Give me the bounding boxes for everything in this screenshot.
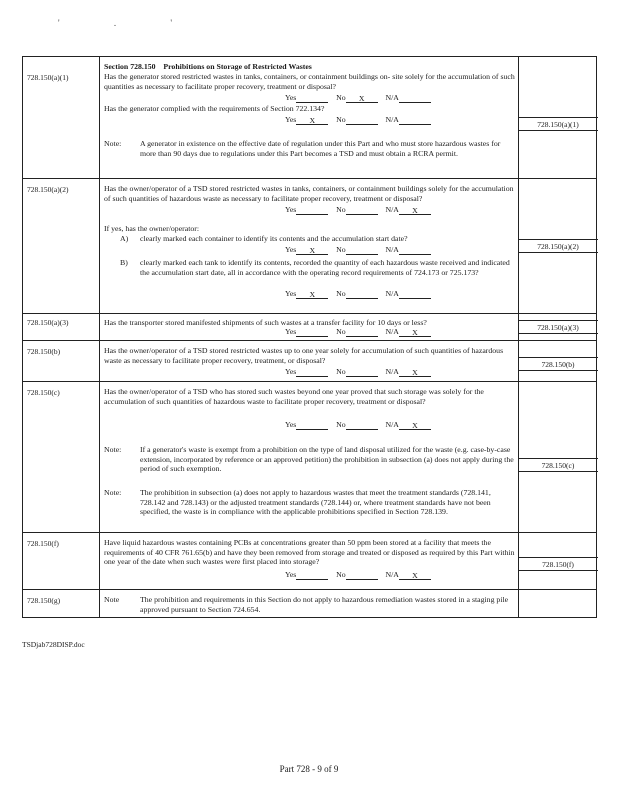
answer-line: Yes No N/A X [285, 205, 431, 215]
na-blank[interactable] [399, 290, 431, 299]
na-blank[interactable]: X [399, 206, 431, 215]
yes-blank[interactable] [296, 421, 328, 430]
citation-left: 728.150(a)(3) [27, 318, 69, 327]
no-blank[interactable] [346, 206, 378, 215]
item-text: clearly marked each tank to identify its contents, recorded the quantity of each hazardous waste received and indicated the accumulation start date, all in accordance with the operating record requirements of 724.173 or 725.173? [140, 258, 510, 277]
note-text: The prohibition and requirements in this Section do not apply to hazardous remediation wastes stored in a staging pile approved pursuant to Section 724.654. [140, 595, 509, 614]
question-text: Has the owner/operator of a TSD stored restricted wastes up to one year solely for accumulation of such quantities of hazardous waste as necessary to facilitate proper recovery, treatment, or disposal? [104, 346, 504, 365]
citation-right: 728.150(f) [518, 557, 598, 571]
citation-left: 728.150(g) [27, 596, 61, 605]
na-blank[interactable]: X [399, 368, 431, 377]
no-blank[interactable]: X [346, 94, 378, 103]
na-blank[interactable]: X [399, 421, 431, 430]
citation-right: 728.150(a)(2) [518, 239, 598, 253]
no-blank[interactable] [346, 368, 378, 377]
page-number: Part 728 - 9 of 9 [279, 764, 339, 774]
citation-left: 728.150(f) [27, 539, 59, 548]
no-blank[interactable] [346, 328, 378, 337]
question-text: Has the transporter stored manifested shipments of such wastes at a transfer facility for 10 days or less? [104, 318, 427, 327]
citation-right: 728.150(b) [518, 357, 598, 371]
citation-right: 728.150(a)(1) [518, 117, 598, 131]
footer-filename: TSDjab728DISP.doc [22, 640, 85, 649]
note-label: Note [104, 595, 120, 604]
citation-left: 728.150(c) [27, 388, 60, 397]
note-label: Note: [104, 445, 122, 454]
item-label: B) [120, 258, 128, 267]
checklist-table [22, 56, 597, 618]
yes-blank[interactable] [296, 368, 328, 377]
note-text: The prohibition in subsection (a) does not apply to hazardous wastes that meet the treatment standards (728.141, 728.142 and 728.143) or the adjusted treatment standards (728.144) or, where treatment standards have not been specified, the waste is in compliance with the applicable prohibitions specified in Section 728.139. [140, 488, 491, 516]
question-text: If yes, has the owner/operator: [104, 224, 200, 233]
answer-line: Yes X No N/A [285, 115, 431, 125]
yes-blank[interactable]: X [296, 290, 328, 299]
answer-line: Yes X No N/A [285, 245, 431, 255]
no-blank[interactable] [346, 571, 378, 580]
table-row [23, 533, 598, 589]
no-blank[interactable] [346, 116, 378, 125]
item-label: A) [120, 234, 129, 243]
na-blank[interactable] [399, 246, 431, 255]
table-row [23, 179, 598, 313]
note-text: If a generator's waste is exempt from a prohibition on the type of land disposal utilized for the waste (e.g. case-by-case extension, incorporated by reference or an approved petition) the prohibition in subsection (a) does not apply during the period of such exemption. [140, 445, 514, 473]
yes-blank[interactable] [296, 94, 328, 103]
yes-blank[interactable] [296, 206, 328, 215]
answer-line: Yes X No N/A [285, 289, 431, 299]
answer-line: Yes No N/A X [285, 327, 431, 337]
answer-line: Yes No N/A X [285, 420, 431, 430]
citation-left: 728.150(b) [27, 347, 61, 356]
section-number: Section 728.150 [104, 62, 156, 71]
question-text: Have liquid hazardous wastes containing PCBs at concentrations greater than 50 ppm been stored at a facility that meets the requirements of 40 CFR 761.65(b) and have they been removed from storage and treated or disposed as required by this Part within one year of the date when such wastes were first placed into storage? [104, 538, 515, 566]
answer-line: Yes No N/A X [285, 367, 431, 377]
answer-line: Yes No N/A X [285, 570, 431, 580]
section-title: Prohibitions on Storage of Restricted Wastes [163, 62, 312, 71]
question-text: Has the generator complied with the requirements of Section 722.134? [104, 104, 325, 113]
table-row [23, 57, 598, 178]
question-text: Has the owner/operator of a TSD who has stored such wastes beyond one year proved that such storage was solely for the accumulation of such quantities of hazardous waste to facilitate proper recovery, treatment or disposal? [104, 387, 484, 406]
yes-blank[interactable] [296, 571, 328, 580]
note-text: A generator in existence on the effective date of regulation under this Part and who must store hazardous wastes for more than 90 days due to regulations under this Part becomes a TSD and must obtain a RCRA permit. [140, 139, 501, 158]
table-row [23, 341, 598, 381]
table-row [23, 382, 598, 532]
no-blank[interactable] [346, 246, 378, 255]
answer-line: Yes No X N/A [285, 93, 431, 103]
yes-blank[interactable] [296, 328, 328, 337]
note-label: Note: [104, 139, 122, 148]
section-heading [104, 62, 516, 72]
no-blank[interactable] [346, 421, 378, 430]
na-blank[interactable]: X [399, 328, 431, 337]
top-marks: ' . ' [58, 18, 198, 28]
na-blank[interactable] [399, 94, 431, 103]
table-row [23, 314, 598, 340]
na-blank[interactable]: X [399, 571, 431, 580]
no-blank[interactable] [346, 290, 378, 299]
citation-left: 728.150(a)(2) [27, 185, 69, 194]
yes-blank[interactable]: X [296, 246, 328, 255]
citation-right: 728.150(a)(3) [518, 320, 598, 334]
citation-right: 728.150(c) [518, 458, 598, 472]
table-row [23, 590, 598, 619]
na-blank[interactable] [399, 116, 431, 125]
item-text: clearly marked each container to identify its contents and the accumulation start date? [140, 234, 408, 243]
question-text: Has the generator stored restricted wastes in tanks, containers, or containment buildings on- site solely for the accumulation of such quantities as necessary to facilitate proper recovery, treatment or disposal? [104, 72, 515, 91]
question-text: Has the owner/operator of a TSD stored restricted wastes in tanks, containers, or containment buildings solely for the accumulation of such quantities of hazardous waste as necessary to facilitate proper recovery, treatment or disposal? [104, 184, 514, 203]
citation-left: 728.150(a)(1) [27, 73, 69, 82]
note-label: Note: [104, 488, 122, 497]
yes-blank[interactable]: X [296, 116, 328, 125]
